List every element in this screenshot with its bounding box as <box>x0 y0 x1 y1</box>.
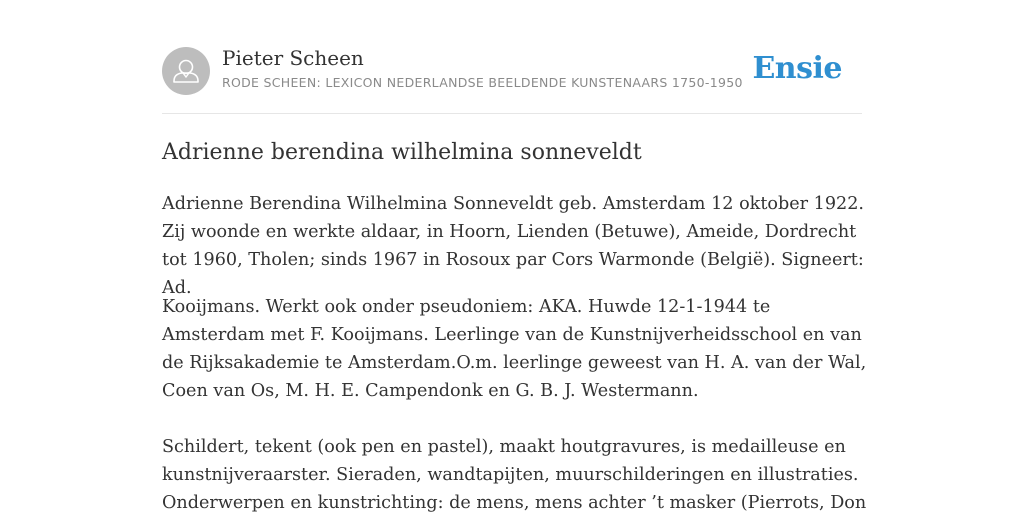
ensie-logo[interactable]: Ensie <box>752 51 842 86</box>
source-title[interactable]: RODE SCHEEN: LEXICON NEDERLANDSE BEELDENDE KUNSTENAARS 1750-1950 <box>222 75 743 90</box>
avatar[interactable] <box>162 47 210 95</box>
article-paragraph-2: Kooijmans. Werkt ook onder pseudoniem: AKA. Huwde 12-1-1944 te Amsterdam met F. Kooijmans. Leerlinge van de Kunstnijverheidsschool en van de Rijksakademie te Amsterdam.O.m. leerlinge geweest van H. A. van der Wal, Coen van Os, M. H. E. Campendonk en G. B. J. Westermann. <box>162 297 867 401</box>
article-header <box>162 0 862 114</box>
user-icon <box>162 47 210 95</box>
article-container <box>162 0 867 512</box>
article-title: Adrienne berendina wilhelmina sonneveldt <box>162 140 642 165</box>
article-paragraph-3: Schildert, tekent (ook pen en pastel), maakt houtgravures, is medailleuse en kunstnijveraarster. Sieraden, wandtapijten, muurschilderingen en illustraties. Onderwerpen en kunstrichting: de mens, mens achter ’t masker (Pierrots, Don <box>162 437 867 512</box>
article-paragraph-1: Adrienne Berendina Wilhelmina Sonneveldt geb. Amsterdam 12 oktober 1922. Zij woonde en werkte aldaar, in Hoorn, Lienden (Betuwe), Ameide, Dordrecht tot 1960, Tholen; sinds 1967 in Rosoux par Cors Warmonde (België). Signeert: Ad. <box>162 194 865 298</box>
author-name[interactable]: Pieter Scheen <box>222 46 364 70</box>
